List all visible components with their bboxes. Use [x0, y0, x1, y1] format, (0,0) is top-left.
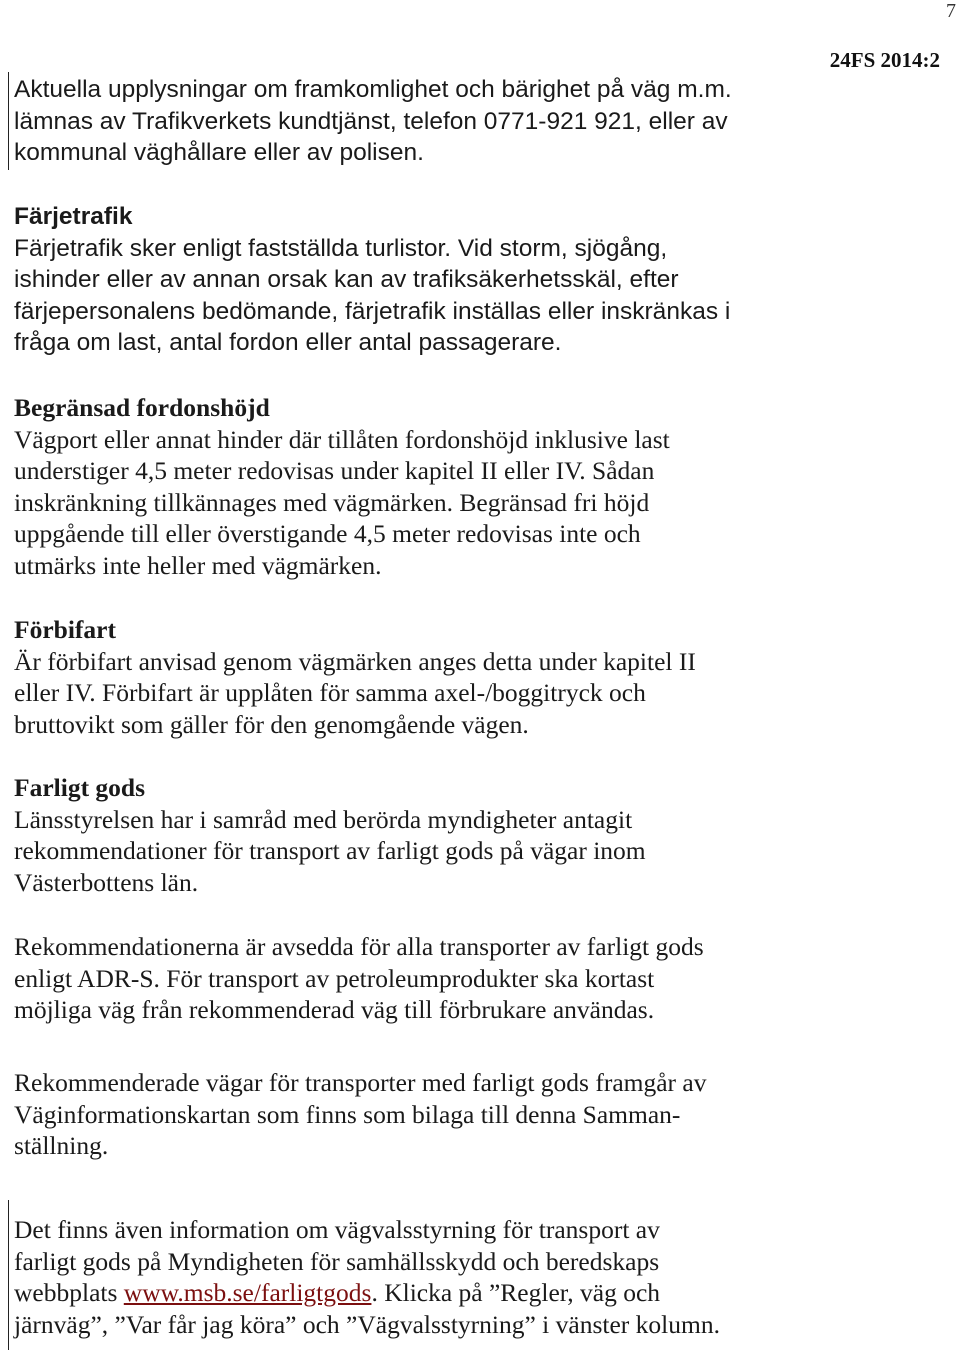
intro-line: Aktuella upplysningar om framkomlighet och bärighet på väg m.m.	[14, 76, 732, 103]
dangerous-line: rekommendationer för transport av farligt gods på vägar inom	[14, 836, 646, 865]
msb-link[interactable]: www.msb.se/farligtgods	[123, 1278, 372, 1307]
document-code: 24FS 2014:2	[829, 48, 940, 72]
ferry-line: ishinder eller av annan orsak kan av trafiksäkerhetsskäl, efter	[14, 266, 679, 293]
section-ferry	[14, 201, 794, 359]
section-heading-height: Begränsad fordonshöjd	[14, 393, 270, 422]
dangerous-paragraph-3	[14, 1067, 794, 1162]
dangerous-p3-line: Väginformationskartan som finns som bilaga till denna Samman-	[14, 1099, 681, 1129]
intro-line: kommunal väghållare eller av polisen.	[14, 139, 424, 166]
section-heading-dangerous-goods: Farligt gods	[14, 773, 146, 802]
height-line: uppgående till eller överstigande 4,5 meter redovisas inte och	[14, 519, 641, 548]
msb-line: farligt gods på Myndigheten för samhällsskydd och beredskaps	[14, 1246, 660, 1276]
msb-line-suffix: . Klicka på ”Regler, väg och	[371, 1278, 661, 1307]
dangerous-p2-line: möjliga väg från rekommenderad väg till förbrukare användas.	[14, 995, 655, 1024]
height-line: inskränkning tillkännages med vägmärken. Begränsad fri höjd	[14, 487, 650, 517]
height-line: Vägport eller annat hinder där tillåten fordonshöjd inklusive last	[14, 424, 670, 454]
section-dangerous-goods	[14, 772, 794, 898]
dangerous-line: Länsstyrelsen har i samråd med berörda myndigheter antagit	[14, 804, 633, 834]
msb-line	[14, 1277, 914, 1309]
ferry-line: fråga om last, antal fordon eller antal passagerare.	[14, 329, 562, 356]
intro-line: lämnas av Trafikverkets kundtjänst, telefon 0771-921 921, eller av	[14, 107, 728, 135]
msb-line: järnväg”, ”Var får jag köra” och ”Vägvalsstyrning” i vänster kolumn.	[14, 1309, 720, 1339]
ferry-line: Färjetrafik sker enligt fastställda turlistor. Vid storm, sjögång,	[14, 234, 668, 262]
bypass-line: bruttovikt som gäller för den genomgående vägen.	[14, 709, 529, 739]
section-heading-bypass: Förbifart	[14, 615, 116, 644]
change-marker	[8, 72, 9, 170]
msb-line: Det finns även information om vägvalsstyrning för transport av	[14, 1215, 660, 1244]
bypass-line: Är förbifart anvisad genom vägmärken anges detta under kapitel II	[14, 646, 696, 676]
section-heading-ferry: Färjetrafik	[14, 203, 133, 230]
dangerous-p3-line: Rekommenderade vägar för transporter med farligt gods framgår av	[14, 1068, 707, 1097]
height-line: utmärks inte heller med vägmärken.	[14, 550, 382, 580]
height-line: understiger 4,5 meter redovisas under kapitel II eller IV. Sådan	[14, 456, 655, 485]
intro-paragraph	[14, 74, 794, 169]
dangerous-line: Västerbottens län.	[14, 867, 199, 897]
msb-line-prefix: webbplats	[14, 1278, 124, 1307]
dangerous-p3-line: ställning.	[14, 1131, 109, 1160]
msb-paragraph	[14, 1214, 914, 1340]
dangerous-paragraph-2	[14, 931, 794, 1026]
change-marker	[8, 1200, 9, 1350]
ferry-line: färjepersonalens bedömande, färjetrafik inställas eller inskränkas i	[14, 297, 731, 325]
section-bypass	[14, 614, 794, 740]
dangerous-p2-line: enligt ADR-S. För transport av petroleumprodukter ska kortast	[14, 963, 655, 993]
section-height	[14, 392, 794, 581]
page-number: 7	[946, 0, 956, 22]
dangerous-p2-line: Rekommendationerna är avsedda för alla transporter av farligt gods	[14, 932, 704, 961]
bypass-line: eller IV. Förbifart är upplåten för samma axel-/boggitryck och	[14, 678, 646, 707]
